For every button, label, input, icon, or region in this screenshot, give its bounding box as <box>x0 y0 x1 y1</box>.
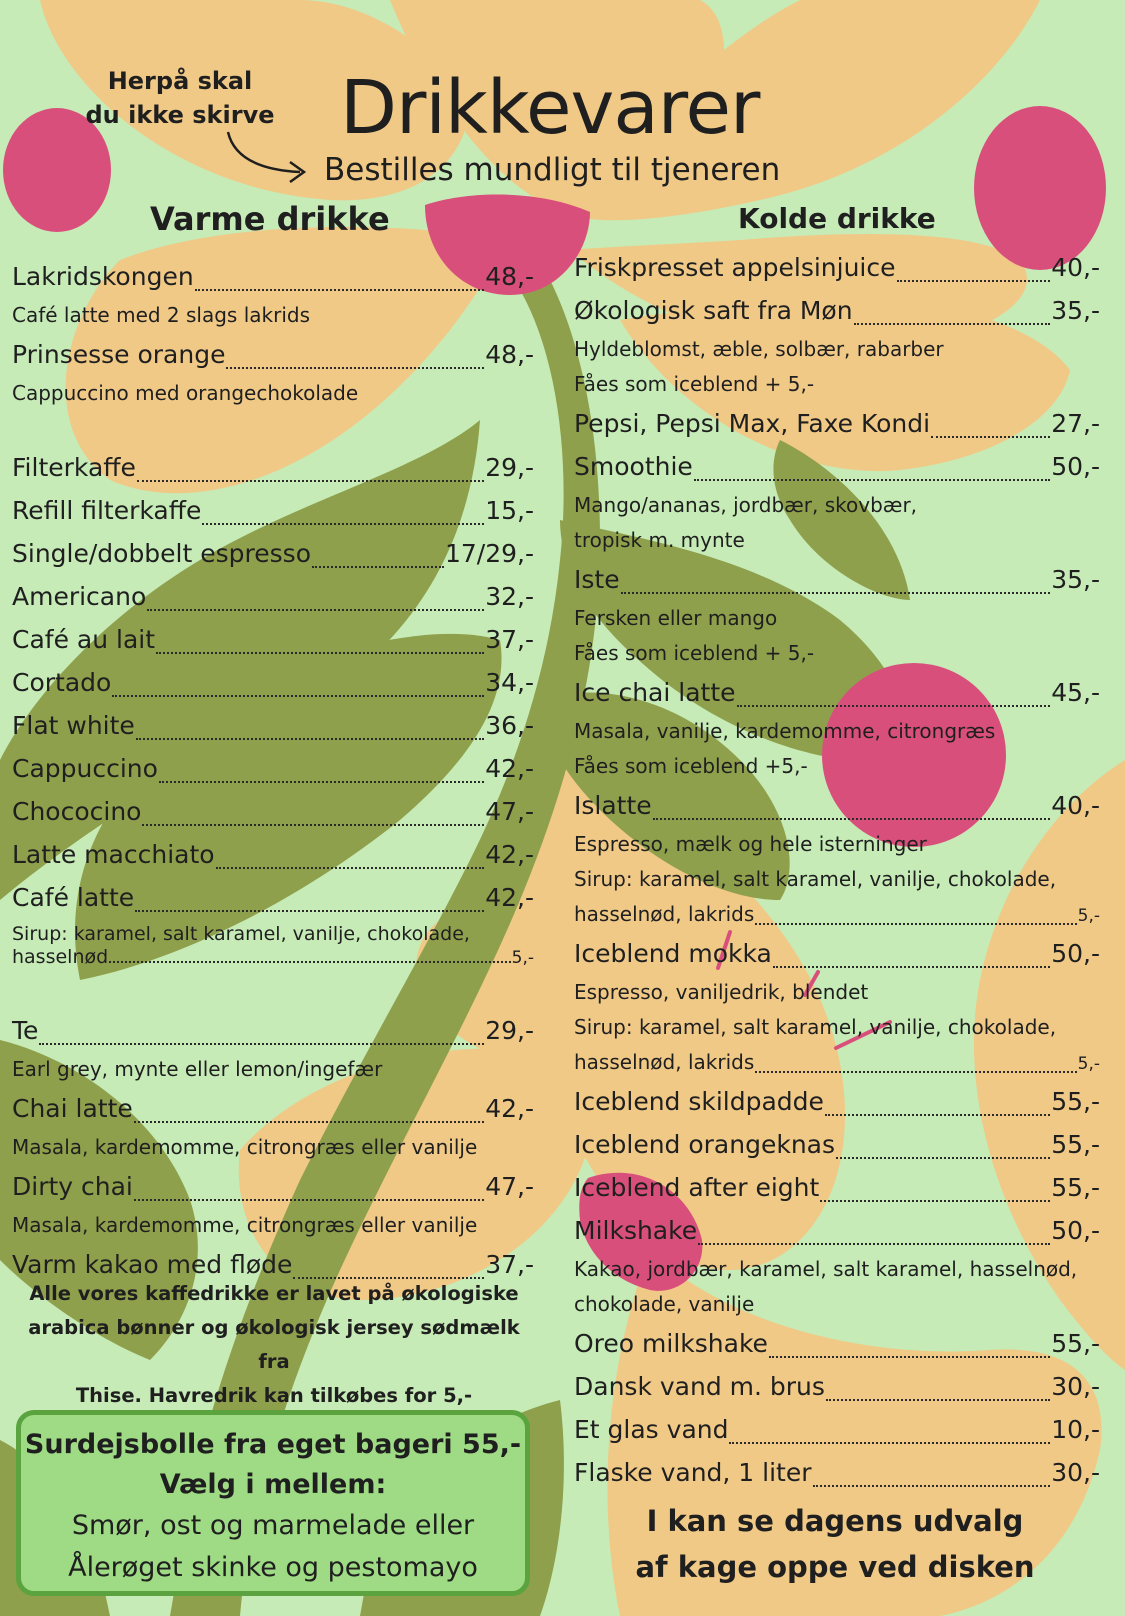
dot-leader <box>773 965 1050 968</box>
menu-item-description <box>12 376 534 411</box>
menu-item-name: Iceblend skildpadde <box>574 1087 824 1116</box>
menu-item <box>574 671 1100 714</box>
menu-item <box>574 246 1100 289</box>
menu-item-name: Iceblend after eight <box>574 1173 820 1202</box>
dot-leader <box>854 322 1051 325</box>
hot-note-line-2: arabica bønner og økologisk jersey sødmælk fra <box>28 1316 520 1373</box>
menu-item-price: 50,- <box>1051 1216 1100 1245</box>
dot-leader <box>653 817 1051 820</box>
menu-item-name: Dirty chai <box>12 1172 133 1201</box>
menu-item-price: 40,- <box>1051 791 1100 820</box>
dot-leader <box>931 435 1050 438</box>
description-text: Masala, kardemomme, citrongræs eller vanilje <box>12 1213 478 1237</box>
menu-item-name: Smoothie <box>574 452 693 481</box>
menu-item <box>574 1123 1100 1166</box>
menu-item-name: Dansk vand m. brus <box>574 1372 825 1401</box>
dot-leader <box>897 279 1051 282</box>
menu-item-name: Friskpresset appelsinjuice <box>574 253 896 282</box>
menu-item-price: 15,- <box>485 496 534 525</box>
bun-option-1: Smør, ost og marmelade eller <box>71 1510 475 1541</box>
menu-item-price: 50,- <box>1051 452 1100 481</box>
menu-item <box>574 558 1100 601</box>
menu-item-name: Te <box>12 1016 39 1045</box>
menu-item-name: Varm kakao med fløde <box>12 1250 293 1279</box>
menu-item <box>12 618 534 661</box>
dot-leader <box>134 1198 484 1201</box>
menu-item-price: 27,- <box>1051 409 1100 438</box>
menu-item-price: 48,- <box>485 262 534 291</box>
dot-leader <box>136 737 484 740</box>
menu-item-price: 10,- <box>1051 1415 1100 1444</box>
menu-item-price: 5,- <box>511 948 534 968</box>
menu-item-price: 36,- <box>485 711 534 740</box>
description-text: Fåes som iceblend + 5,- <box>574 641 815 665</box>
cake-note-line-2: af kage oppe ved disken <box>635 1550 1035 1584</box>
menu-item <box>12 489 534 532</box>
description-text: Hyldeblomst, æble, solbær, rabarber <box>574 337 944 361</box>
menu-item-price: 48,- <box>485 340 534 369</box>
handwritten-note <box>70 64 290 132</box>
dot-leader <box>729 1441 1050 1444</box>
menu-item <box>574 1322 1100 1365</box>
menu-item <box>12 747 534 790</box>
menu-item-price: 45,- <box>1051 678 1100 707</box>
dot-leader <box>694 478 1050 481</box>
menu-item <box>574 1365 1100 1408</box>
dot-leader <box>755 1070 1076 1073</box>
menu-item-name: Filterkaffe <box>12 453 136 482</box>
menu-item <box>574 289 1100 332</box>
menu-item-price: 37,- <box>485 1250 534 1279</box>
arrow-icon <box>220 128 320 183</box>
dot-leader <box>826 1398 1050 1401</box>
page-subtitle: Bestilles mundligt til tjeneren <box>324 152 781 188</box>
description-text: Cappuccino med orangechokolade <box>12 381 359 405</box>
description-text: Mango/ananas, jordbær, skovbær, <box>574 493 918 517</box>
menu-item-name: Iceblend mokka <box>574 939 772 968</box>
menu-item <box>12 833 534 876</box>
dot-leader <box>112 694 484 697</box>
menu-item <box>574 784 1100 827</box>
dot-leader <box>147 608 484 611</box>
menu-item-price: 55,- <box>1051 1087 1100 1116</box>
menu-item-description <box>574 1252 1100 1287</box>
menu-item <box>12 1087 534 1130</box>
menu-item-description <box>574 827 1100 862</box>
dot-leader <box>820 1199 1050 1202</box>
menu-item-price: 40,- <box>1051 253 1100 282</box>
menu-item-name: Milkshake <box>574 1216 698 1245</box>
dot-leader <box>135 909 484 912</box>
description-text: Sirup: karamel, salt karamel, vanilje, chokolade, <box>574 867 1057 891</box>
menu-item-price: 17/29,- <box>444 539 534 568</box>
menu-item-price: 30,- <box>1051 1458 1100 1487</box>
menu-item-name: Ice chai latte <box>574 678 736 707</box>
hot-drinks-list <box>12 255 534 1286</box>
dot-leader <box>109 960 510 963</box>
menu-item <box>574 402 1100 445</box>
description-text: hasselnød <box>12 946 109 968</box>
dot-leader <box>226 366 484 369</box>
dot-leader <box>134 1120 484 1123</box>
menu-item-description <box>574 636 1100 671</box>
description-text: Fersken eller mango <box>574 606 778 630</box>
menu-item-description <box>574 601 1100 636</box>
dot-leader <box>813 1484 1051 1487</box>
menu-item-description <box>12 1052 534 1087</box>
menu-item-price: 35,- <box>1051 296 1100 325</box>
menu-item-description <box>12 1130 534 1165</box>
description-text: chokolade, vanilje <box>574 1292 755 1316</box>
dot-leader <box>769 1355 1050 1358</box>
menu-item-name: Cortado <box>12 668 112 697</box>
menu-item-name: Lakridskongen <box>12 262 194 291</box>
menu-item <box>12 575 534 618</box>
dot-leader <box>312 565 444 568</box>
menu-item-description <box>574 367 1100 402</box>
menu-item-price: 30,- <box>1051 1372 1100 1401</box>
menu-item-name: Pepsi, Pepsi Max, Faxe Kondi <box>574 409 931 438</box>
hot-note-line-1: Alle vores kaffedrikke er lavet på økologiske <box>29 1282 519 1305</box>
dot-leader <box>39 1042 484 1045</box>
menu-item-price: 47,- <box>485 797 534 826</box>
menu-item-description <box>574 975 1100 1010</box>
spacer <box>12 974 534 1009</box>
menu-item <box>12 1009 534 1052</box>
description-text: hasselnød, lakrids <box>574 902 755 926</box>
description-text: Fåes som iceblend +5,- <box>574 754 808 778</box>
menu-item-name: Prinsesse orange <box>12 340 226 369</box>
menu-item-price: 42,- <box>485 883 534 912</box>
page-title: Drikkevarer <box>340 65 760 151</box>
menu-item-name: Chai latte <box>12 1094 133 1123</box>
description-text: Espresso, mælk og hele isterninger <box>574 832 927 856</box>
menu-item-description <box>574 1010 1100 1045</box>
note-line-2: du ikke skirve <box>85 101 275 129</box>
description-text: tropisk m. mynte <box>574 528 745 552</box>
description-text: Café latte med 2 slags lakrids <box>12 303 310 327</box>
menu-item-price: 47,- <box>485 1172 534 1201</box>
menu-item-price: 35,- <box>1051 565 1100 594</box>
cold-drinks-heading: Kolde drikke <box>738 202 936 235</box>
menu-item-name: Café latte <box>12 883 135 912</box>
description-text: Masala, vanilje, kardemomme, citrongræs <box>574 719 996 743</box>
menu-item-price: 37,- <box>485 625 534 654</box>
menu-item-description <box>12 1208 534 1243</box>
menu-item-description <box>574 749 1100 784</box>
dot-leader <box>755 922 1076 925</box>
cake-note <box>600 1498 1070 1590</box>
hot-note-line-3: Thise. Havredrik kan tilkøbes for 5,- <box>75 1384 473 1407</box>
hot-drinks-heading: Varme drikke <box>150 200 390 238</box>
dot-leader <box>142 823 484 826</box>
menu-item-name: Islatte <box>574 791 652 820</box>
dot-leader <box>156 651 484 654</box>
menu-item-description <box>574 897 1100 932</box>
menu-item <box>12 661 534 704</box>
menu-item-name: Økologisk saft fra Møn <box>574 296 853 325</box>
menu-item-price: 5,- <box>1077 906 1100 926</box>
menu-item <box>574 445 1100 488</box>
menu-item-description <box>574 714 1100 749</box>
hot-drinks-note <box>14 1277 534 1413</box>
menu-item <box>574 1451 1100 1494</box>
description-text: Kakao, jordbær, karamel, salt karamel, hasselnød, <box>574 1257 1078 1281</box>
cold-drinks-list <box>574 246 1100 1494</box>
dot-leader <box>216 866 485 869</box>
menu-item-description <box>12 298 534 333</box>
menu-item-description <box>574 488 1100 523</box>
menu-item-name: Americano <box>12 582 147 611</box>
menu-item-price: 5,- <box>1077 1054 1100 1074</box>
menu-item <box>574 1166 1100 1209</box>
menu-item <box>12 446 534 489</box>
menu-item-name: Oreo milkshake <box>574 1329 768 1358</box>
description-text: hasselnød, lakrids <box>574 1050 755 1074</box>
menu-item <box>12 333 534 376</box>
menu-item <box>12 255 534 298</box>
menu-item-price: 55,- <box>1051 1329 1100 1358</box>
menu-item <box>12 1165 534 1208</box>
menu-item <box>12 532 534 575</box>
spacer <box>12 411 534 446</box>
menu-item-price: 42,- <box>485 1094 534 1123</box>
menu-item-price: 42,- <box>485 840 534 869</box>
menu-item-price: 34,- <box>485 668 534 697</box>
dot-leader <box>825 1113 1050 1116</box>
sourdough-bun-box <box>16 1410 530 1596</box>
description-text: Earl grey, mynte eller lemon/ingefær <box>12 1057 383 1081</box>
menu-item-price: 29,- <box>485 453 534 482</box>
cake-note-line-1: I kan se dagens udvalg <box>646 1504 1024 1538</box>
menu-item-price: 29,- <box>485 1016 534 1045</box>
menu-item-price: 32,- <box>485 582 534 611</box>
menu-item-description <box>12 919 534 974</box>
description-text: Sirup: karamel, salt karamel, vanilje, chokolade, <box>12 923 470 945</box>
menu-item-name: Café au lait <box>12 625 156 654</box>
menu-item <box>12 704 534 747</box>
dot-leader <box>195 288 485 291</box>
menu-item-description <box>574 1287 1100 1322</box>
dot-leader <box>137 479 484 482</box>
menu-item-name: Et glas vand <box>574 1415 729 1444</box>
description-price-line <box>12 946 534 970</box>
note-line-1: Herpå skal <box>107 67 253 95</box>
menu-item-name: Flaske vand, 1 liter <box>574 1458 812 1487</box>
menu-item-price: 50,- <box>1051 939 1100 968</box>
bun-title: Surdejsbolle fra eget bageri 55,- <box>24 1429 522 1460</box>
description-text: Masala, kardemomme, citrongræs eller vanilje <box>12 1135 478 1159</box>
menu-item <box>12 790 534 833</box>
bun-choose-label: Vælg i mellem: <box>159 1469 387 1500</box>
menu-item-name: Iste <box>574 565 620 594</box>
menu-item-price: 55,- <box>1051 1173 1100 1202</box>
description-text: Espresso, vaniljedrik, blendet <box>574 980 869 1004</box>
menu-item-name: Cappuccino <box>12 754 158 783</box>
description-text: Sirup: karamel, salt karamel, vanilje, chokolade, <box>574 1015 1057 1039</box>
dot-leader <box>159 780 484 783</box>
menu-item-description <box>574 1045 1100 1080</box>
description-text: Fåes som iceblend + 5,- <box>574 372 815 396</box>
menu-item <box>574 1408 1100 1451</box>
menu-item-name: Flat white <box>12 711 135 740</box>
menu-item-name: Iceblend orangeknas <box>574 1130 836 1159</box>
menu-item-name: Refill filterkaffe <box>12 496 202 525</box>
menu-item-description <box>574 332 1100 367</box>
menu-item-description <box>574 862 1100 897</box>
menu-item-price: 55,- <box>1051 1130 1100 1159</box>
menu-item <box>574 1209 1100 1252</box>
menu-item <box>12 876 534 919</box>
menu-item-name: Single/dobbelt espresso <box>12 539 311 568</box>
menu-item-price: 42,- <box>485 754 534 783</box>
dot-leader <box>621 591 1051 594</box>
dot-leader <box>202 522 484 525</box>
menu-item <box>574 932 1100 975</box>
dot-leader <box>737 704 1051 707</box>
dot-leader <box>698 1242 1050 1245</box>
bun-option-2: Ålerøget skinke og pestomayo <box>68 1552 478 1583</box>
menu-item-name: Latte macchiato <box>12 840 215 869</box>
dot-leader <box>836 1156 1050 1159</box>
menu-item-name: Chococino <box>12 797 142 826</box>
menu-item <box>574 1080 1100 1123</box>
menu-item-description <box>574 523 1100 558</box>
